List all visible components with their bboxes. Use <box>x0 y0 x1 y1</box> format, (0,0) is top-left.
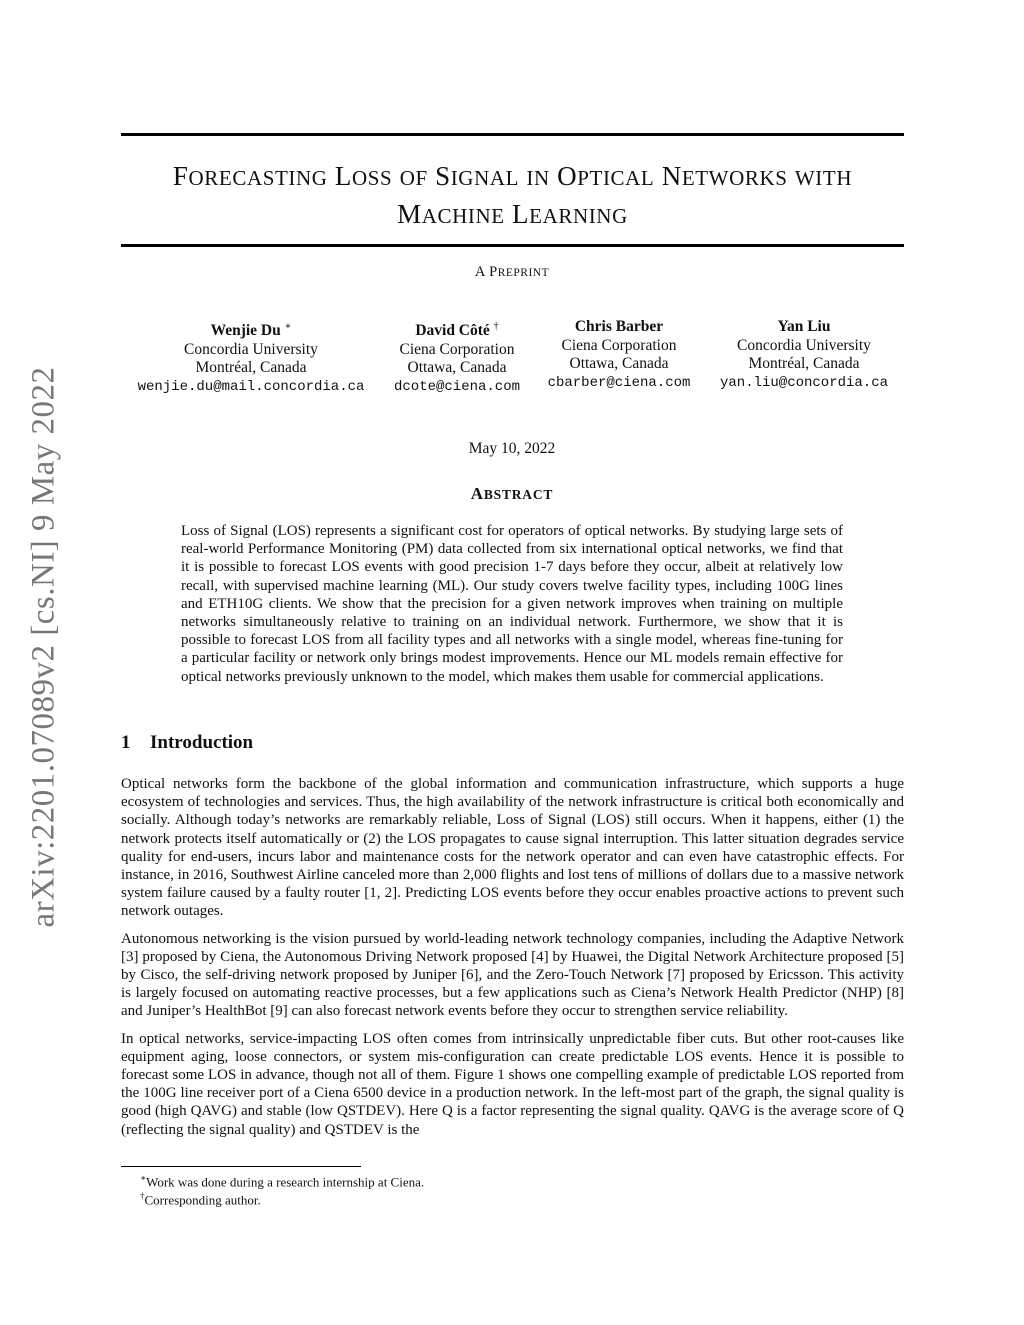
paragraph: Optical networks form the backbone of the global information and communication infrastructure, which supports a huge ecosystem of technologies and services. Thus, the high availability of the network infrastructure is critical both economically and socially. Although today’s networks are remarkably reliable, Loss of Signal (LOS) still occurs. When it happens, either (1) the network protects itself automatically or (2) the LOS propagates to cause signal interruption. This latter situation degrades service quality for end-users, incurs labor and maintenance costs for the network operator and can even have catastrophic effects. For instance, in 2016, Southwest Airline canceled more than 2,000 flights and lost tens of millions of dollars due to a massive network system failure caused by a faulty router [1, 2]. Predicting LOS events before they occur enables proactive actions to prevent such network outages. <box>121 776 904 920</box>
footnote: †Corresponding author. <box>140 1191 261 1208</box>
section-heading <box>121 732 253 754</box>
arxiv-stamp-text: arXiv:2201.07089v2 [cs.NI] 9 May 2022 <box>25 366 62 928</box>
author-name: David Côté † <box>415 321 499 340</box>
intro-body <box>121 775 904 1148</box>
author-affiliation: Ciena Corporation <box>399 340 515 358</box>
section-number: 1 <box>121 732 131 753</box>
author-name: Yan Liu <box>777 318 831 335</box>
title-word: FORECASTING <box>172 161 328 191</box>
author-affiliation: Concordia University <box>737 336 871 354</box>
abstract-heading: ABSTRACT <box>470 484 554 503</box>
preprint-label: A PREPRINT <box>474 264 550 280</box>
title-line-2 <box>121 196 904 234</box>
footnote-rule <box>121 1166 361 1167</box>
author-email[interactable]: dcote@ciena.com <box>393 378 521 395</box>
title-word: OF <box>399 166 428 190</box>
author-name: Wenjie Du ∗ <box>210 321 292 340</box>
title-word: MACHINE <box>397 199 505 229</box>
paragraph: Autonomous networking is the vision pursued by world-leading network technology companies, including the Adaptive Network [3] proposed by Ciena, the Autonomous Driving Network proposed [4] by Huawei, the Digital Network Architecture proposed [5] by Cisco, the self-driving network proposed by Juniper [6], and the Zero-Touch Network [7] proposed by Ericsson. This activity is largely focused on automating reactive processes, but a few applications such as Ciena’s Network Health Predictor (NHP) [8] and Juniper’s HealthBot [9] can also forecast network events before they occur to strengthen service reliability. <box>121 930 904 1020</box>
title-line-1 <box>121 158 904 196</box>
title-word: IN <box>526 166 550 190</box>
author-block <box>710 318 898 392</box>
author-block <box>131 318 371 396</box>
author-location: Montréal, Canada <box>195 359 307 377</box>
paper-date: May 10, 2022 <box>468 440 556 457</box>
author-block <box>541 318 697 392</box>
abstract-text: Loss of Signal (LOS) represents a significant cost for operators of optical networks. By studying large sets of real-world Performance Monitoring (PM) data collected from six international optical networks, we find that it is possible to forecast LOS events with good precision 1-7 days before they occur, albeit at relatively low recall, with supervised machine learning (ML). Our study covers twelve facility types, including 100G lines and ETH10G clients. We show that the precision for a given network improves when training on multiple networks simultaneously relative to training on an individual network. Furthermore, we show that it is possible to forecast LOS from all facility types and all networks with a single model, whereas fine-tuning for a particular facility or network only brings modest improvements. Hence our ML models remain effective for optical networks previously unknown to the model, which makes them usable for commercial applications. <box>181 523 843 685</box>
title-bottom-rule <box>121 244 904 247</box>
author-location: Ottawa, Canada <box>407 359 507 377</box>
author-affiliation: Ciena Corporation <box>561 336 677 354</box>
title-word: OPTICAL <box>557 161 655 191</box>
title-word: NETWORKS <box>661 161 788 191</box>
section-title: Introduction <box>150 732 254 753</box>
author-block <box>383 318 531 396</box>
author-name: Chris Barber <box>574 318 664 335</box>
footnote: ∗Work was done during a research internship at Ciena. <box>140 1173 425 1190</box>
author-location: Ottawa, Canada <box>569 355 669 372</box>
paper-title <box>121 158 904 234</box>
title-top-rule <box>121 133 904 136</box>
title-word: WITH <box>794 166 853 190</box>
author-email[interactable]: yan.liu@concordia.ca <box>719 374 889 391</box>
title-word: LEARNING <box>512 199 628 229</box>
author-affiliation: Concordia University <box>184 340 318 358</box>
author-email[interactable]: wenjie.du@mail.concordia.ca <box>137 378 365 395</box>
author-email[interactable]: cbarber@ciena.com <box>547 374 691 391</box>
title-word: LOSS <box>334 161 393 191</box>
author-location: Montréal, Canada <box>748 355 860 372</box>
paragraph: In optical networks, service-impacting LOS often comes from intrinsically unpredictable fiber cuts. But other root-causes like equipment aging, loose connectors, or system mis-configuration can create predictable LOS events. Hence it is possible to forecast some LOS in advance, though not all of them. Figure 1 shows one compelling example of predictable LOS reported from the 100G line receiver port of a Ciena 6500 device in a production network. In the left-most part of the graph, the signal quality is good (high QAVG) and stable (low QSTDEV). Here Q is a factor representing the signal quality. QAVG is the average score of Q (reflecting the signal quality) and QSTDEV is the <box>121 1030 904 1138</box>
title-word: SIGNAL <box>435 161 520 191</box>
